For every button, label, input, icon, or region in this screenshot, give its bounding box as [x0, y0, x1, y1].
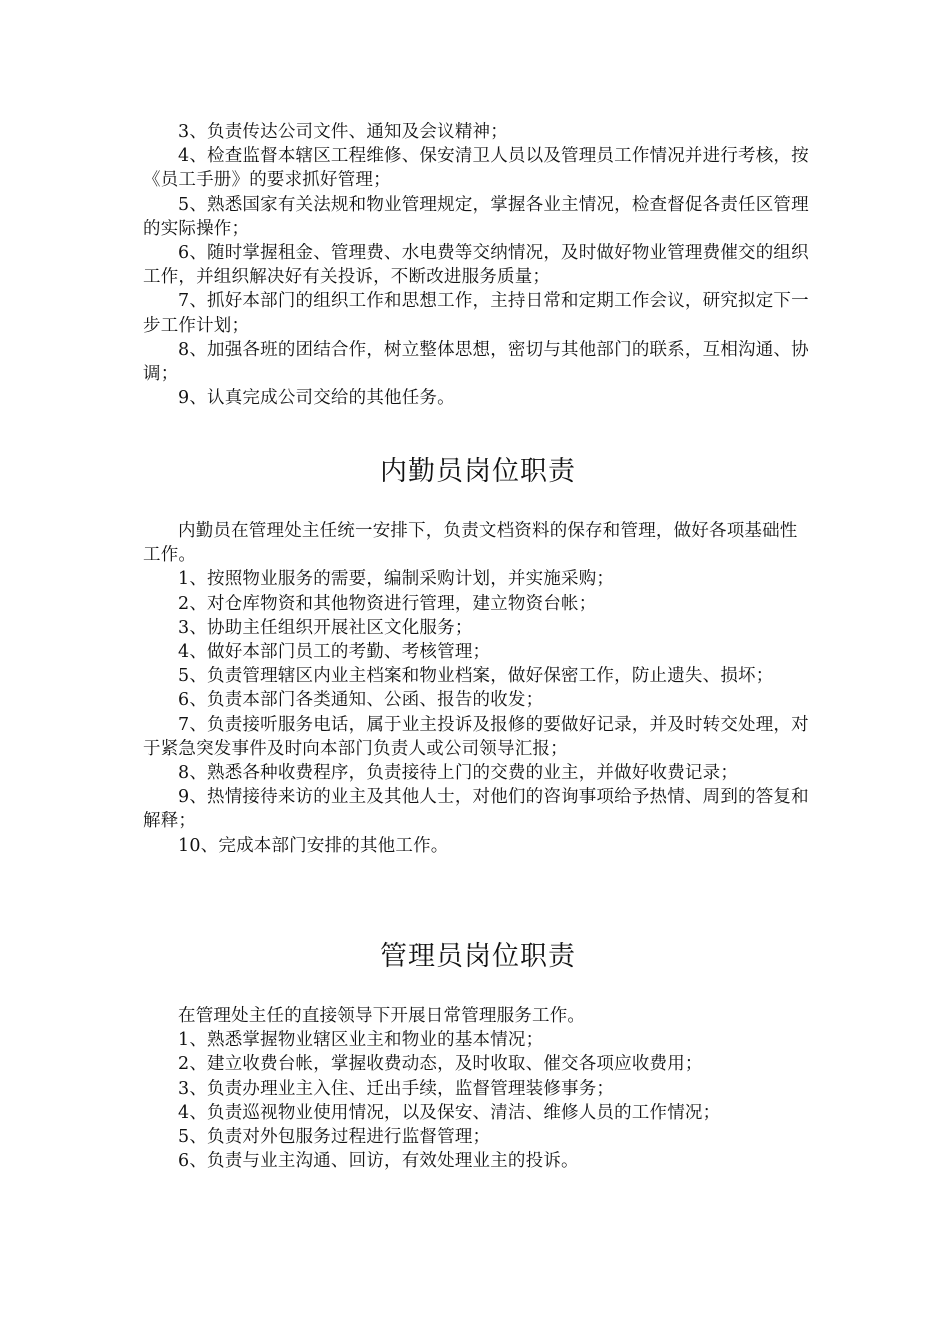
duty-item: 7、抓好本部门的组织工作和思想工作，主持日常和定期工作会议，研究拟定下一步工作计划； — [143, 291, 809, 336]
section-clerk-duties — [143, 455, 813, 858]
duty-item: 4、做好本部门员工的考勤、考核管理； — [178, 642, 491, 663]
duty-item: 5、负责对外包服务过程进行监督管理； — [178, 1127, 491, 1148]
duty-item: 4、负责巡视物业使用情况，以及保安、清洁、维修人员的工作情况； — [178, 1102, 721, 1123]
duty-item: 4、检查监督本辖区工程维修、保安清卫人员以及管理员工作情况并进行考核，按《员工手册》的要求抓好管理； — [143, 146, 809, 191]
duty-item: 5、熟悉国家有关法规和物业管理规定，掌握各业主情况，检查督促各责任区管理的实际操作； — [143, 194, 809, 239]
duty-item: 10、完成本部门安排的其他工作。 — [178, 835, 449, 856]
duty-item: 6、随时掌握租金、管理费、水电费等交纳情况，及时做好物业管理费催交的组织工作，并组织解决好有关投诉，不断改进服务质量； — [143, 243, 809, 288]
duty-item: 6、负责本部门各类通知、公函、报告的收发； — [178, 690, 544, 711]
section-manager-duties-continued — [143, 120, 813, 410]
duty-item: 9、热情接待来访的业主及其他人士，对他们的咨询事项给予热情、周到的答复和解释； — [143, 787, 809, 832]
duty-item: 8、加强各班的团结合作，树立整体思想，密切与其他部门的联系，互相沟通、协调； — [143, 339, 809, 385]
duty-item: 2、建立收费台帐，掌握收费动态，及时收取、催交各项应收费用； — [178, 1054, 703, 1075]
section-administrator-duties — [143, 940, 813, 1173]
duty-item: 1、熟悉掌握物业辖区业主和物业的基本情况； — [178, 1030, 544, 1051]
duty-item: 1、按照物业服务的需要，编制采购计划，并实施采购； — [178, 569, 615, 590]
duty-item: 3、负责传达公司文件、通知及会议精神； — [178, 122, 508, 142]
section-intro: 内勤员在管理处主任统一安排下，负责文档资料的保存和管理，做好各项基础性工作。 — [143, 521, 798, 566]
section-intro: 在管理处主任的直接领导下开展日常管理服务工作。 — [178, 1006, 586, 1026]
duty-item: 3、协助主任组织开展社区文化服务； — [178, 617, 473, 638]
duty-item: 6、负责与业主沟通、回访，有效处理业主的投诉。 — [178, 1151, 579, 1172]
section-title: 内勤员岗位职责 — [380, 456, 576, 487]
duty-item: 2、对仓库物资和其他物资进行管理，建立物资台帐； — [178, 593, 597, 614]
section-title: 管理员岗位职责 — [380, 941, 576, 972]
duty-item: 5、负责管理辖区内业主档案和物业档案，做好保密工作，防止遗失、损坏； — [178, 666, 774, 687]
duty-item: 7、负责接听服务电话，属于业主投诉及报修的要做好记录，并及时转交处理，对于紧急突发事件及时向本部门负责人或公司领导汇报； — [143, 714, 809, 759]
duty-item: 3、负责办理业主入住、迁出手续，监督管理装修事务； — [178, 1078, 615, 1099]
duty-item: 9、认真完成公司交给的其他任务。 — [178, 388, 455, 409]
duty-item: 8、熟悉各种收费程序，负责接待上门的交费的业主，并做好收费记录； — [178, 763, 739, 784]
